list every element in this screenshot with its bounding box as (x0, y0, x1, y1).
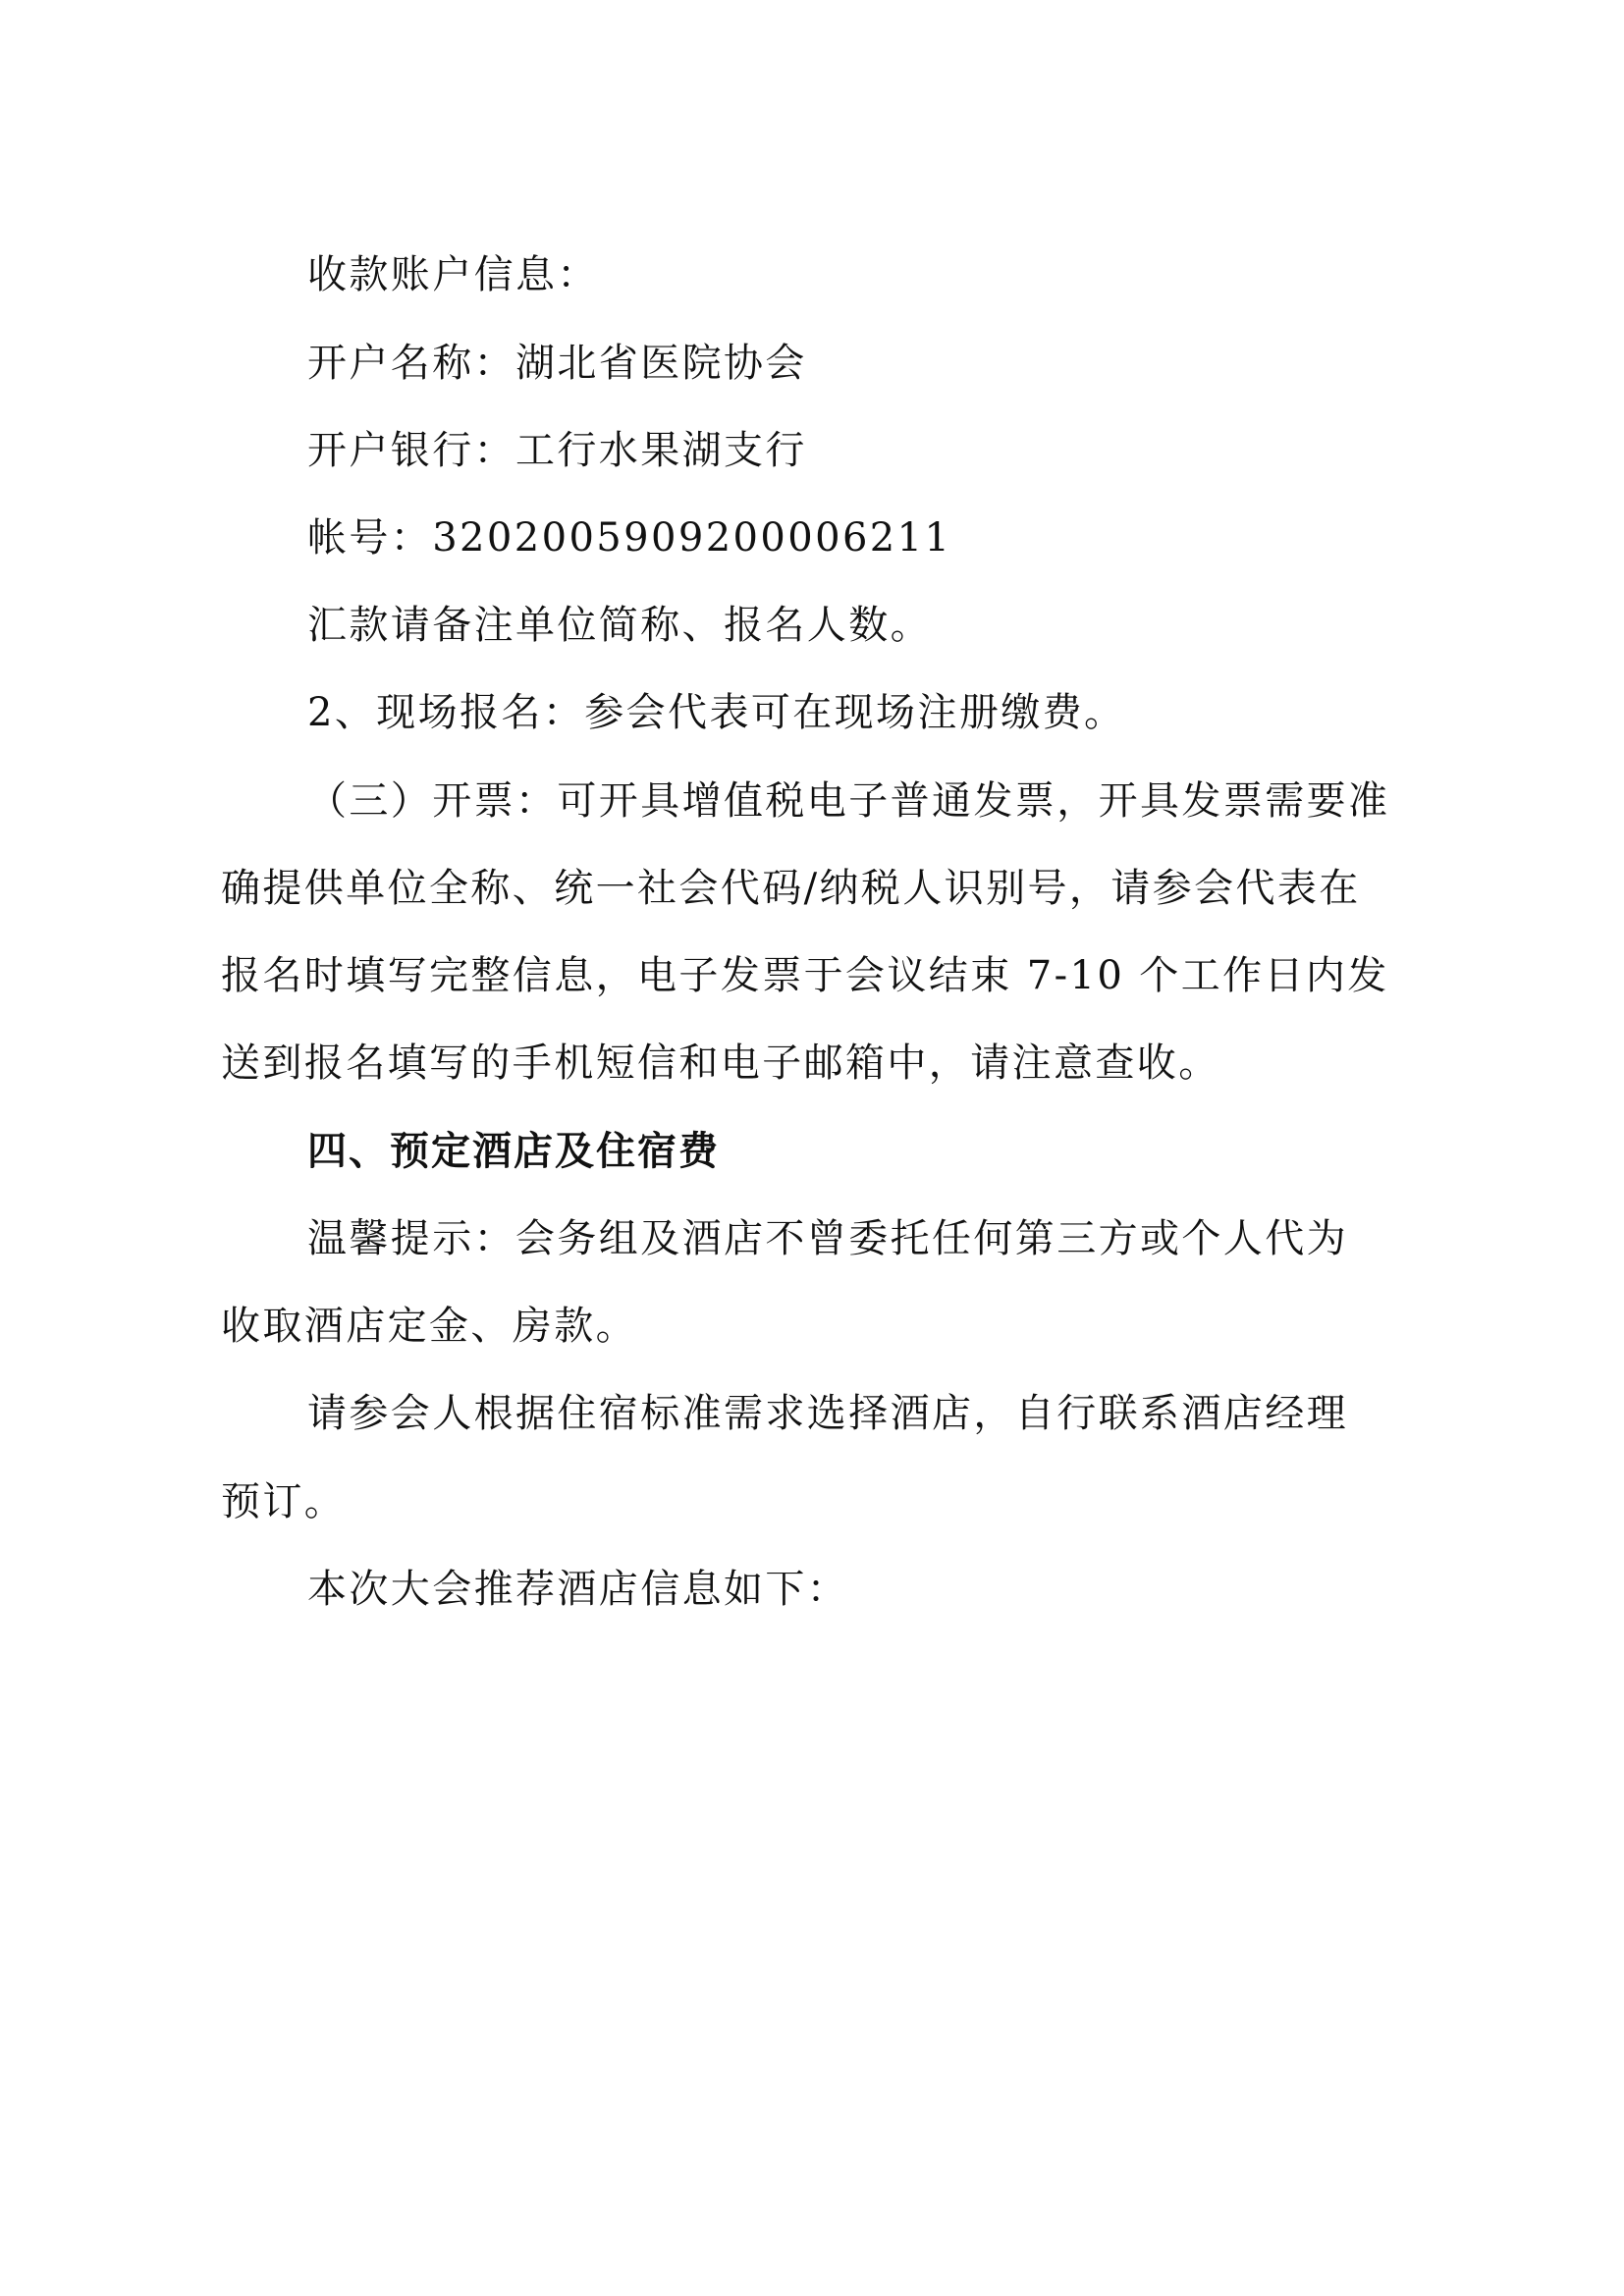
account-number-line: 帐号：3202005909200006211 (307, 515, 952, 561)
section-heading-hotel: 四、预定酒店及住宿费 (307, 1129, 720, 1174)
invoice-paragraph-line-2: 确提供单位全称、统一社会代码/纳税人识别号，请参会代表在 (221, 866, 1361, 911)
booking-paragraph-line-1: 请参会人根据住宿标准需求选择酒店，自行联系酒店经理 (307, 1391, 1348, 1436)
remittance-note: 汇款请备注单位简称、报名人数。 (307, 603, 932, 648)
payee-account-heading: 收款账户信息： (307, 252, 599, 297)
bank-name-line: 开户银行：工行水果湖支行 (307, 428, 807, 473)
onsite-registration-line: 2、现场报名：参会代表可在现场注册缴费。 (307, 690, 1126, 735)
booking-paragraph-line-2: 预订。 (221, 1479, 347, 1524)
invoice-paragraph-line-1: （三）开票：可开具增值税电子普通发票，开具发票需要准 (307, 778, 1390, 824)
warning-paragraph-line-1: 温馨提示：会务组及酒店不曾委托任何第三方或个人代为 (307, 1216, 1348, 1261)
account-name-line: 开户名称：湖北省医院协会 (307, 341, 807, 386)
invoice-paragraph-line-4: 送到报名填写的手机短信和电子邮箱中，请注意查收。 (221, 1041, 1220, 1086)
invoice-paragraph-line-3: 报名时填写完整信息，电子发票于会议结束 7-10 个工作日内发 (221, 953, 1389, 998)
warning-paragraph-line-2: 收取酒店定金、房款。 (221, 1304, 637, 1349)
recommended-hotels-intro: 本次大会推荐酒店信息如下： (307, 1567, 849, 1612)
